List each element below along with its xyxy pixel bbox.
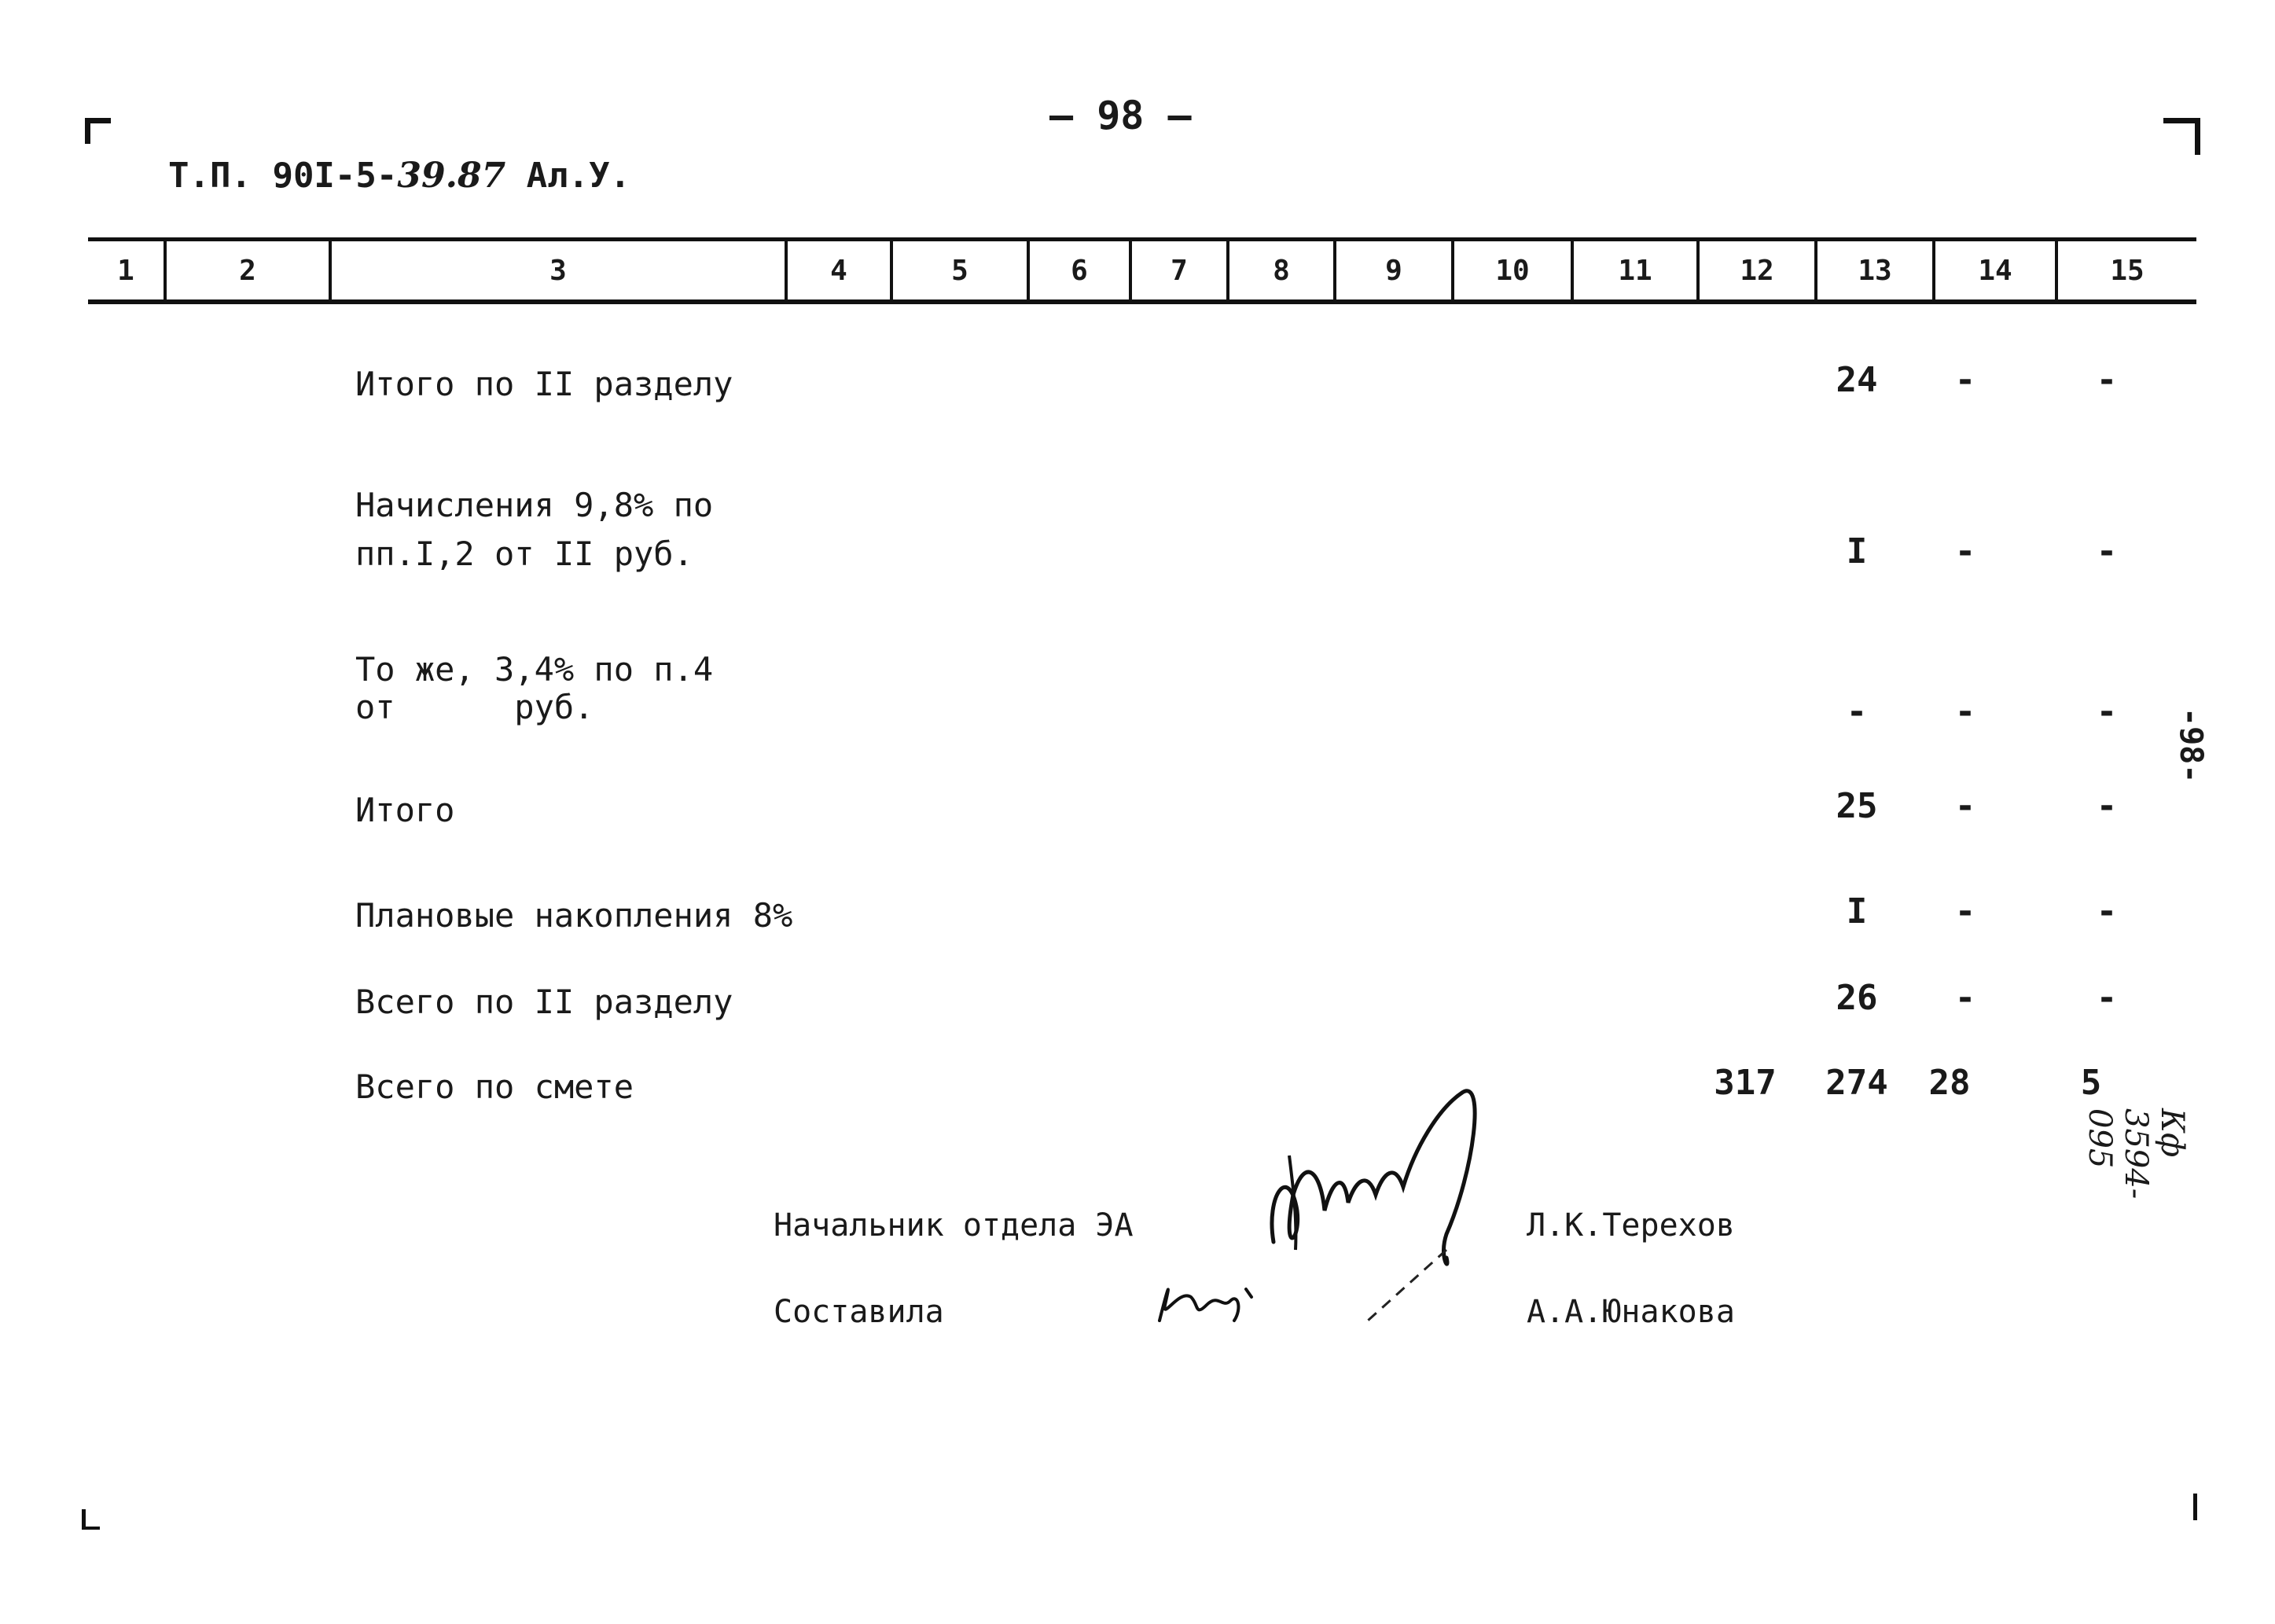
row-label: Итого по II разделу	[355, 365, 733, 403]
column-header: 10	[1451, 241, 1571, 299]
column-header: 2	[164, 241, 329, 299]
cell-col-14: -	[1954, 692, 1976, 732]
cell-col-13: 274	[1825, 1063, 1888, 1103]
cell-col-12: 317	[1714, 1063, 1777, 1103]
document-code	[168, 156, 630, 196]
cell-col-15: -	[2096, 360, 2118, 400]
document-code-suffix: Ал.У.	[505, 156, 631, 196]
cell-col-15: -	[2096, 531, 2118, 571]
corner-mark-bottom-right	[2190, 1494, 2197, 1520]
signature-name-head: Л.К.Терехов	[1527, 1207, 1735, 1244]
cell-col-14: -	[1954, 360, 1976, 400]
cell-col-13: 25	[1836, 786, 1878, 826]
column-header: 7	[1129, 241, 1226, 299]
corner-mark-top-right	[2163, 118, 2200, 155]
signature-role-head: Начальник отдела ЭА	[774, 1207, 1134, 1244]
cell-col-15: -	[2096, 891, 2118, 931]
corner-mark-top-left	[85, 118, 111, 144]
row-label: Всего по смете	[355, 1067, 634, 1106]
column-header: 15	[2055, 241, 2196, 299]
column-header: 3	[329, 241, 785, 299]
cell-col-15: 5	[2080, 1063, 2102, 1103]
column-header-strip	[88, 237, 2196, 304]
document-code-handwritten: 39.87	[397, 156, 506, 196]
column-header: 12	[1696, 241, 1814, 299]
cell-col-13: 24	[1836, 360, 1878, 400]
column-header: 4	[785, 241, 890, 299]
cell-col-14: 28	[1928, 1063, 1971, 1103]
cell-col-13: I	[1846, 531, 1868, 571]
cell-col-14: -	[1954, 891, 1976, 931]
page-number: — 98 —	[1049, 93, 1192, 138]
signature-name-compiler: А.А.Юнакова	[1527, 1294, 1735, 1330]
cell-col-13: 26	[1836, 978, 1878, 1018]
signature-role-compiler: Составила	[774, 1294, 944, 1330]
column-header: 11	[1571, 241, 1696, 299]
cell-col-15: -	[2096, 978, 2118, 1018]
corner-mark-bottom-left	[82, 1509, 100, 1530]
column-header: 13	[1814, 241, 1932, 299]
document-code-prefix: Т.П. 90I-5-	[168, 156, 398, 196]
row-label: То же, 3,4% по п.4 от руб.	[355, 650, 714, 726]
column-header: 5	[890, 241, 1027, 299]
row-label: Начисления 9,8% по пп.I,2 от II руб.	[355, 486, 714, 573]
column-header: 9	[1333, 241, 1451, 299]
column-header: 6	[1027, 241, 1129, 299]
cell-col-15: -	[2096, 692, 2118, 732]
cell-col-14: -	[1954, 978, 1976, 1018]
column-header: 1	[117, 254, 134, 287]
cell-col-13: -	[1846, 692, 1868, 732]
column-header: 8	[1226, 241, 1333, 299]
row-label: Плановые накопления 8%	[355, 896, 793, 935]
row-label: Итого	[355, 791, 455, 829]
inventory-number: Кф 3594-095	[2082, 1108, 2190, 1200]
cell-col-15: -	[2096, 786, 2118, 826]
cell-col-13: I	[1846, 891, 1868, 931]
column-header: 14	[1932, 241, 2055, 299]
side-page-number: -98-	[2173, 707, 2209, 784]
cell-col-14: -	[1954, 531, 1976, 571]
cell-col-14: -	[1954, 786, 1976, 826]
row-label: Всего по II разделу	[355, 983, 733, 1021]
